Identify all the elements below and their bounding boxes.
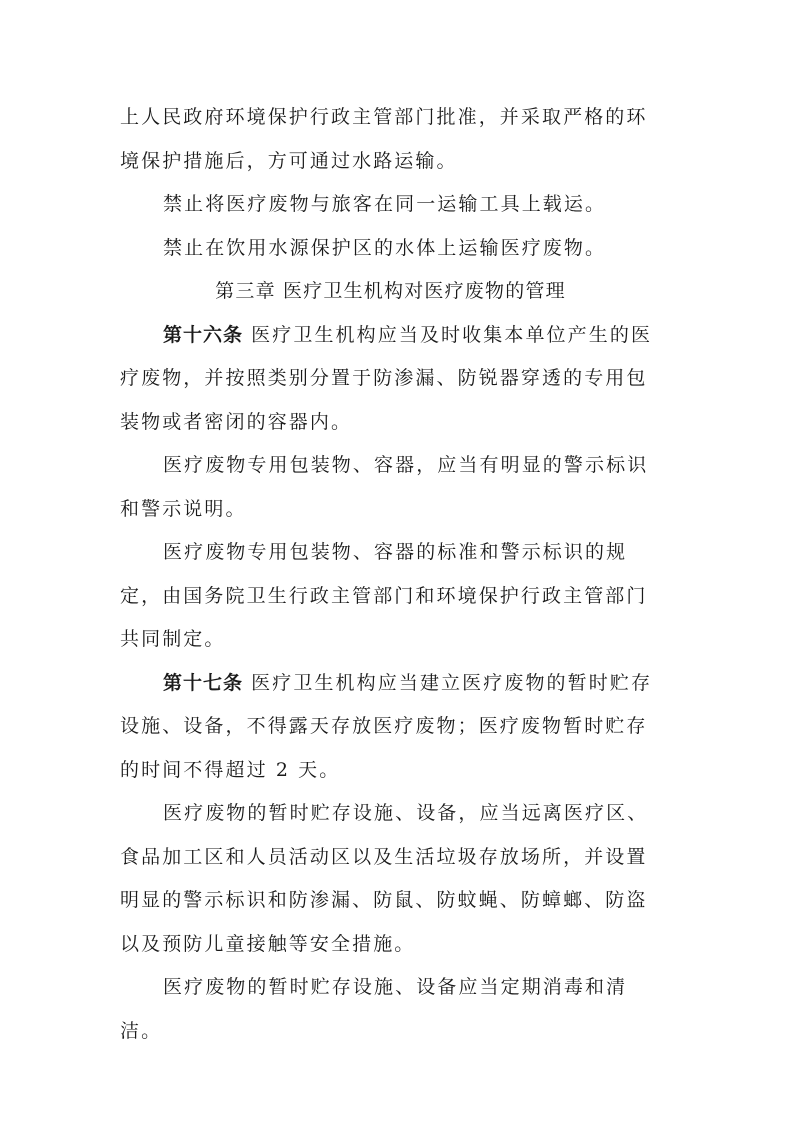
text-line: 食品加工区和人员活动区以及生活垃圾存放场所，并设置: [120, 845, 648, 868]
text-line: 禁止将医疗废物与旅客在同一运输工具上载运。: [163, 193, 607, 215]
text-line: [120, 314, 661, 358]
text-line: 上人民政府环境保护行政主管部门批准，并采取严格的环: [120, 106, 648, 128]
text-line: 疗废物，并按照类别分置于防渗漏、防锐器穿透的专用包: [120, 367, 648, 389]
article-paragraph: [120, 314, 661, 445]
text-line: 境保护措施后，方可通过水路运输。: [120, 149, 458, 172]
text-line: 设施、设备，不得露天存放医疗废物；医疗废物暂时贮存: [120, 715, 648, 737]
article-text: 医疗卫生机构应当及时收集本单位产生的医: [251, 323, 653, 346]
chapter-heading: 第三章 医疗卫生机构对医疗废物的管理: [215, 280, 566, 302]
paragraph: [120, 966, 661, 1053]
document-page: [120, 96, 661, 1053]
text-line: 医疗废物专用包装物、容器的标准和警示标识的规: [163, 541, 628, 563]
text-line: 医疗废物专用包装物、容器，应当有明显的警示标识: [163, 454, 649, 476]
text-line: 的时间不得超过 2 天。: [120, 758, 341, 781]
paragraph: [120, 183, 661, 227]
text-line: 定，由国务院卫生行政主管部门和环境保护行政主管部门: [120, 584, 648, 607]
paragraph: [120, 227, 661, 271]
text-line: 装物或者密闭的容器内。: [120, 410, 353, 433]
text-line: 以及预防儿童接触等安全措施。: [120, 932, 416, 955]
article-paragraph: [120, 662, 661, 793]
article-text: 医疗卫生机构应当建立医疗废物的暂时贮存: [251, 671, 653, 694]
text-line: 和警示说明。: [120, 497, 247, 520]
text-line: [120, 662, 661, 706]
text-line: 医疗废物的暂时贮存设施、设备应当定期消毒和清: [163, 976, 628, 998]
text-line: 禁止在饮用水源保护区的水体上运输医疗废物。: [163, 236, 607, 259]
paragraph: [120, 444, 661, 531]
text-line: 医疗废物的暂时贮存设施、设备，应当远离医疗区、: [163, 802, 649, 824]
paragraph: [120, 531, 661, 662]
text-line: 洁。: [120, 1019, 163, 1042]
paragraph: [120, 96, 661, 183]
paragraph: [120, 792, 661, 966]
article-number: 第十六条: [163, 323, 244, 346]
text-line: 共同制定。: [120, 628, 226, 650]
text-line: 明显的警示标识和防渗漏、防鼠、防蚊蝇、防蟑螂、防盗: [120, 889, 648, 911]
article-number: 第十七条: [163, 671, 244, 694]
